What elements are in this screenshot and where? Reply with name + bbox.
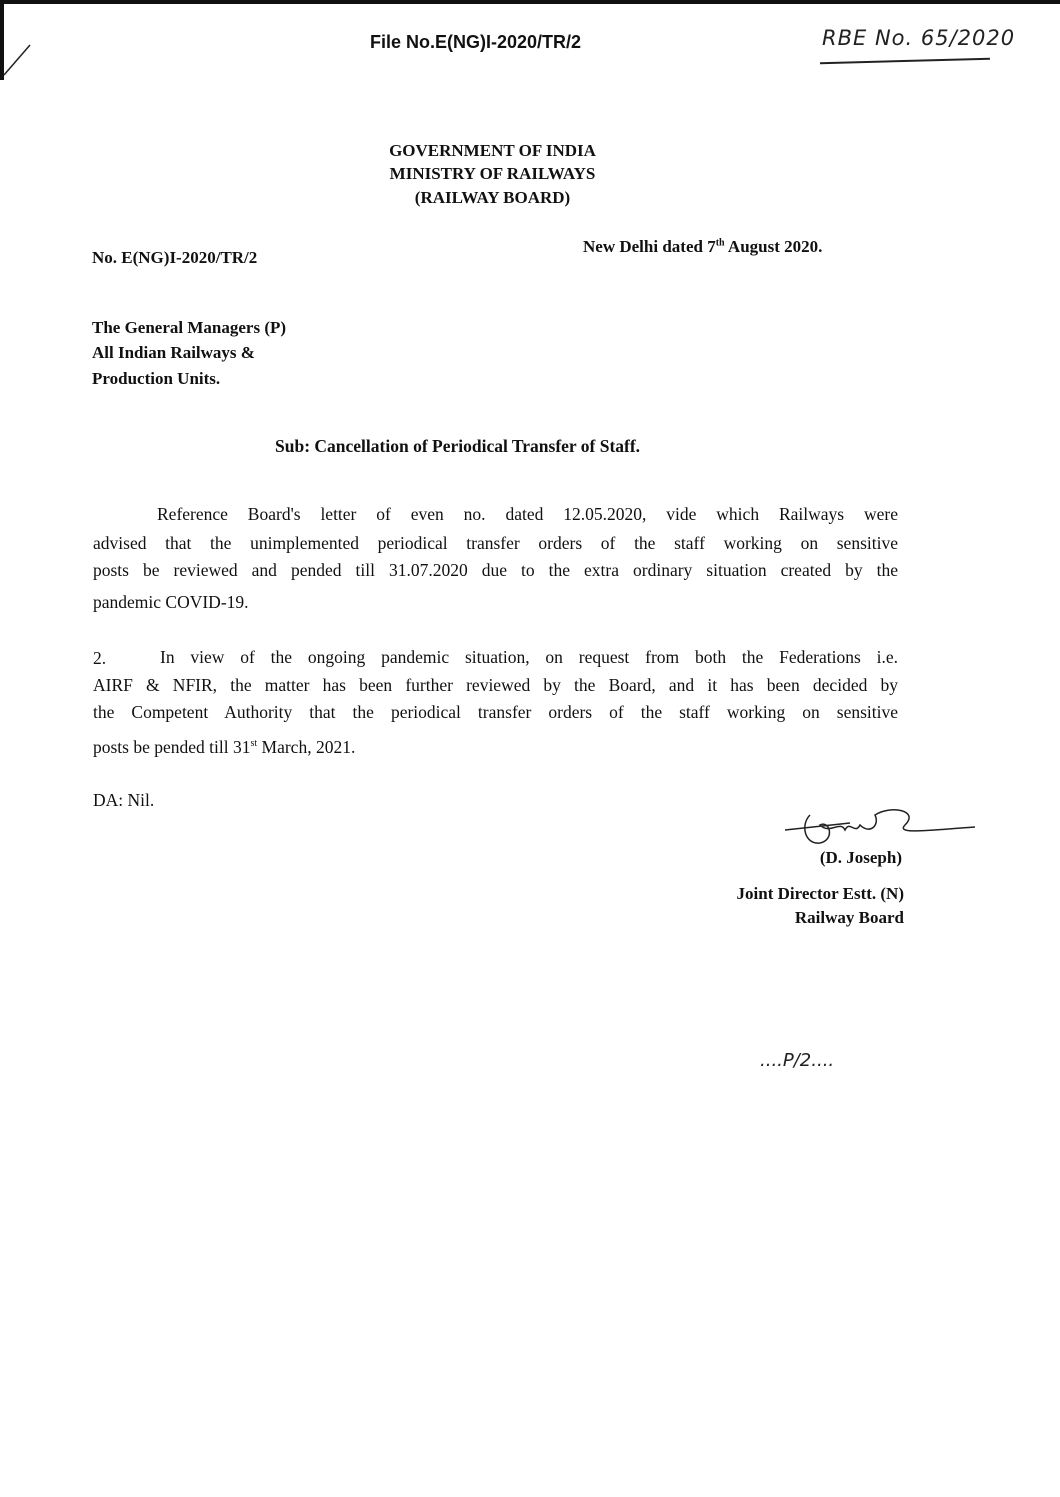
para1-line: Reference Board's letter of even no. dated 12.05.2020, vide which Railways were — [157, 504, 898, 524]
para2-last-line — [93, 737, 898, 758]
pen-mark-icon — [0, 40, 40, 80]
file-number: File No.E(NG)I-2020/TR/2 — [370, 32, 582, 52]
rbe-handwritten-note: RBE No. 65/2020 — [822, 26, 1016, 50]
signatory-designation: Joint Director Estt. (N) — [736, 884, 904, 903]
para2-line: In view of the ongoing pandemic situation, on request from both the Federations i.e. — [160, 647, 898, 667]
para1-line: posts be reviewed and pended till 31.07.2020 due to the extra ordinary situation created by the — [93, 560, 898, 580]
para2-line: the Competent Authority that the periodical transfer orders of the staff working on sensitive — [93, 702, 898, 722]
reference-number: No. E(NG)I-2020/TR/2 — [92, 248, 258, 267]
para2-last-suffix: March, 2021. — [257, 737, 356, 757]
header-government: GOVERNMENT OF INDIA — [389, 141, 596, 160]
date-suffix: August 2020. — [724, 237, 823, 256]
letter-date — [583, 237, 822, 257]
para2-last-sup: st — [250, 738, 258, 750]
addressee-line: The General Managers (P) — [92, 318, 287, 337]
para2-number: 2. — [93, 648, 107, 668]
addressee-line: Production Units. — [92, 369, 221, 388]
subject-line: Sub: Cancellation of Periodical Transfer of Staff. — [275, 436, 641, 456]
para1-line: advised that the unimplemented periodical transfer orders of the staff working on sensitive — [93, 533, 898, 553]
enclosure-note: DA: Nil. — [93, 790, 155, 810]
para2-line: AIRF & NFIR, the matter has been further reviewed by the Board, and it has been decided by — [93, 675, 898, 695]
signatory-name: (D. Joseph) — [819, 848, 902, 867]
para1-line: pandemic COVID-19. — [93, 592, 249, 612]
date-prefix: New Delhi dated 7 — [583, 237, 716, 256]
header-ministry: MINISTRY OF RAILWAYS — [389, 164, 596, 183]
date-sup: th — [715, 237, 725, 249]
header-board: (RAILWAY BOARD) — [414, 188, 571, 207]
addressee-line: All Indian Railways & — [92, 343, 255, 362]
page-continuation: ....P/2.... — [760, 1050, 835, 1071]
signatory-office: Railway Board — [794, 908, 904, 927]
para2-last-prefix: posts be pended till 31 — [93, 737, 251, 757]
rbe-underline — [820, 58, 990, 64]
scan-border-top — [0, 0, 1060, 4]
